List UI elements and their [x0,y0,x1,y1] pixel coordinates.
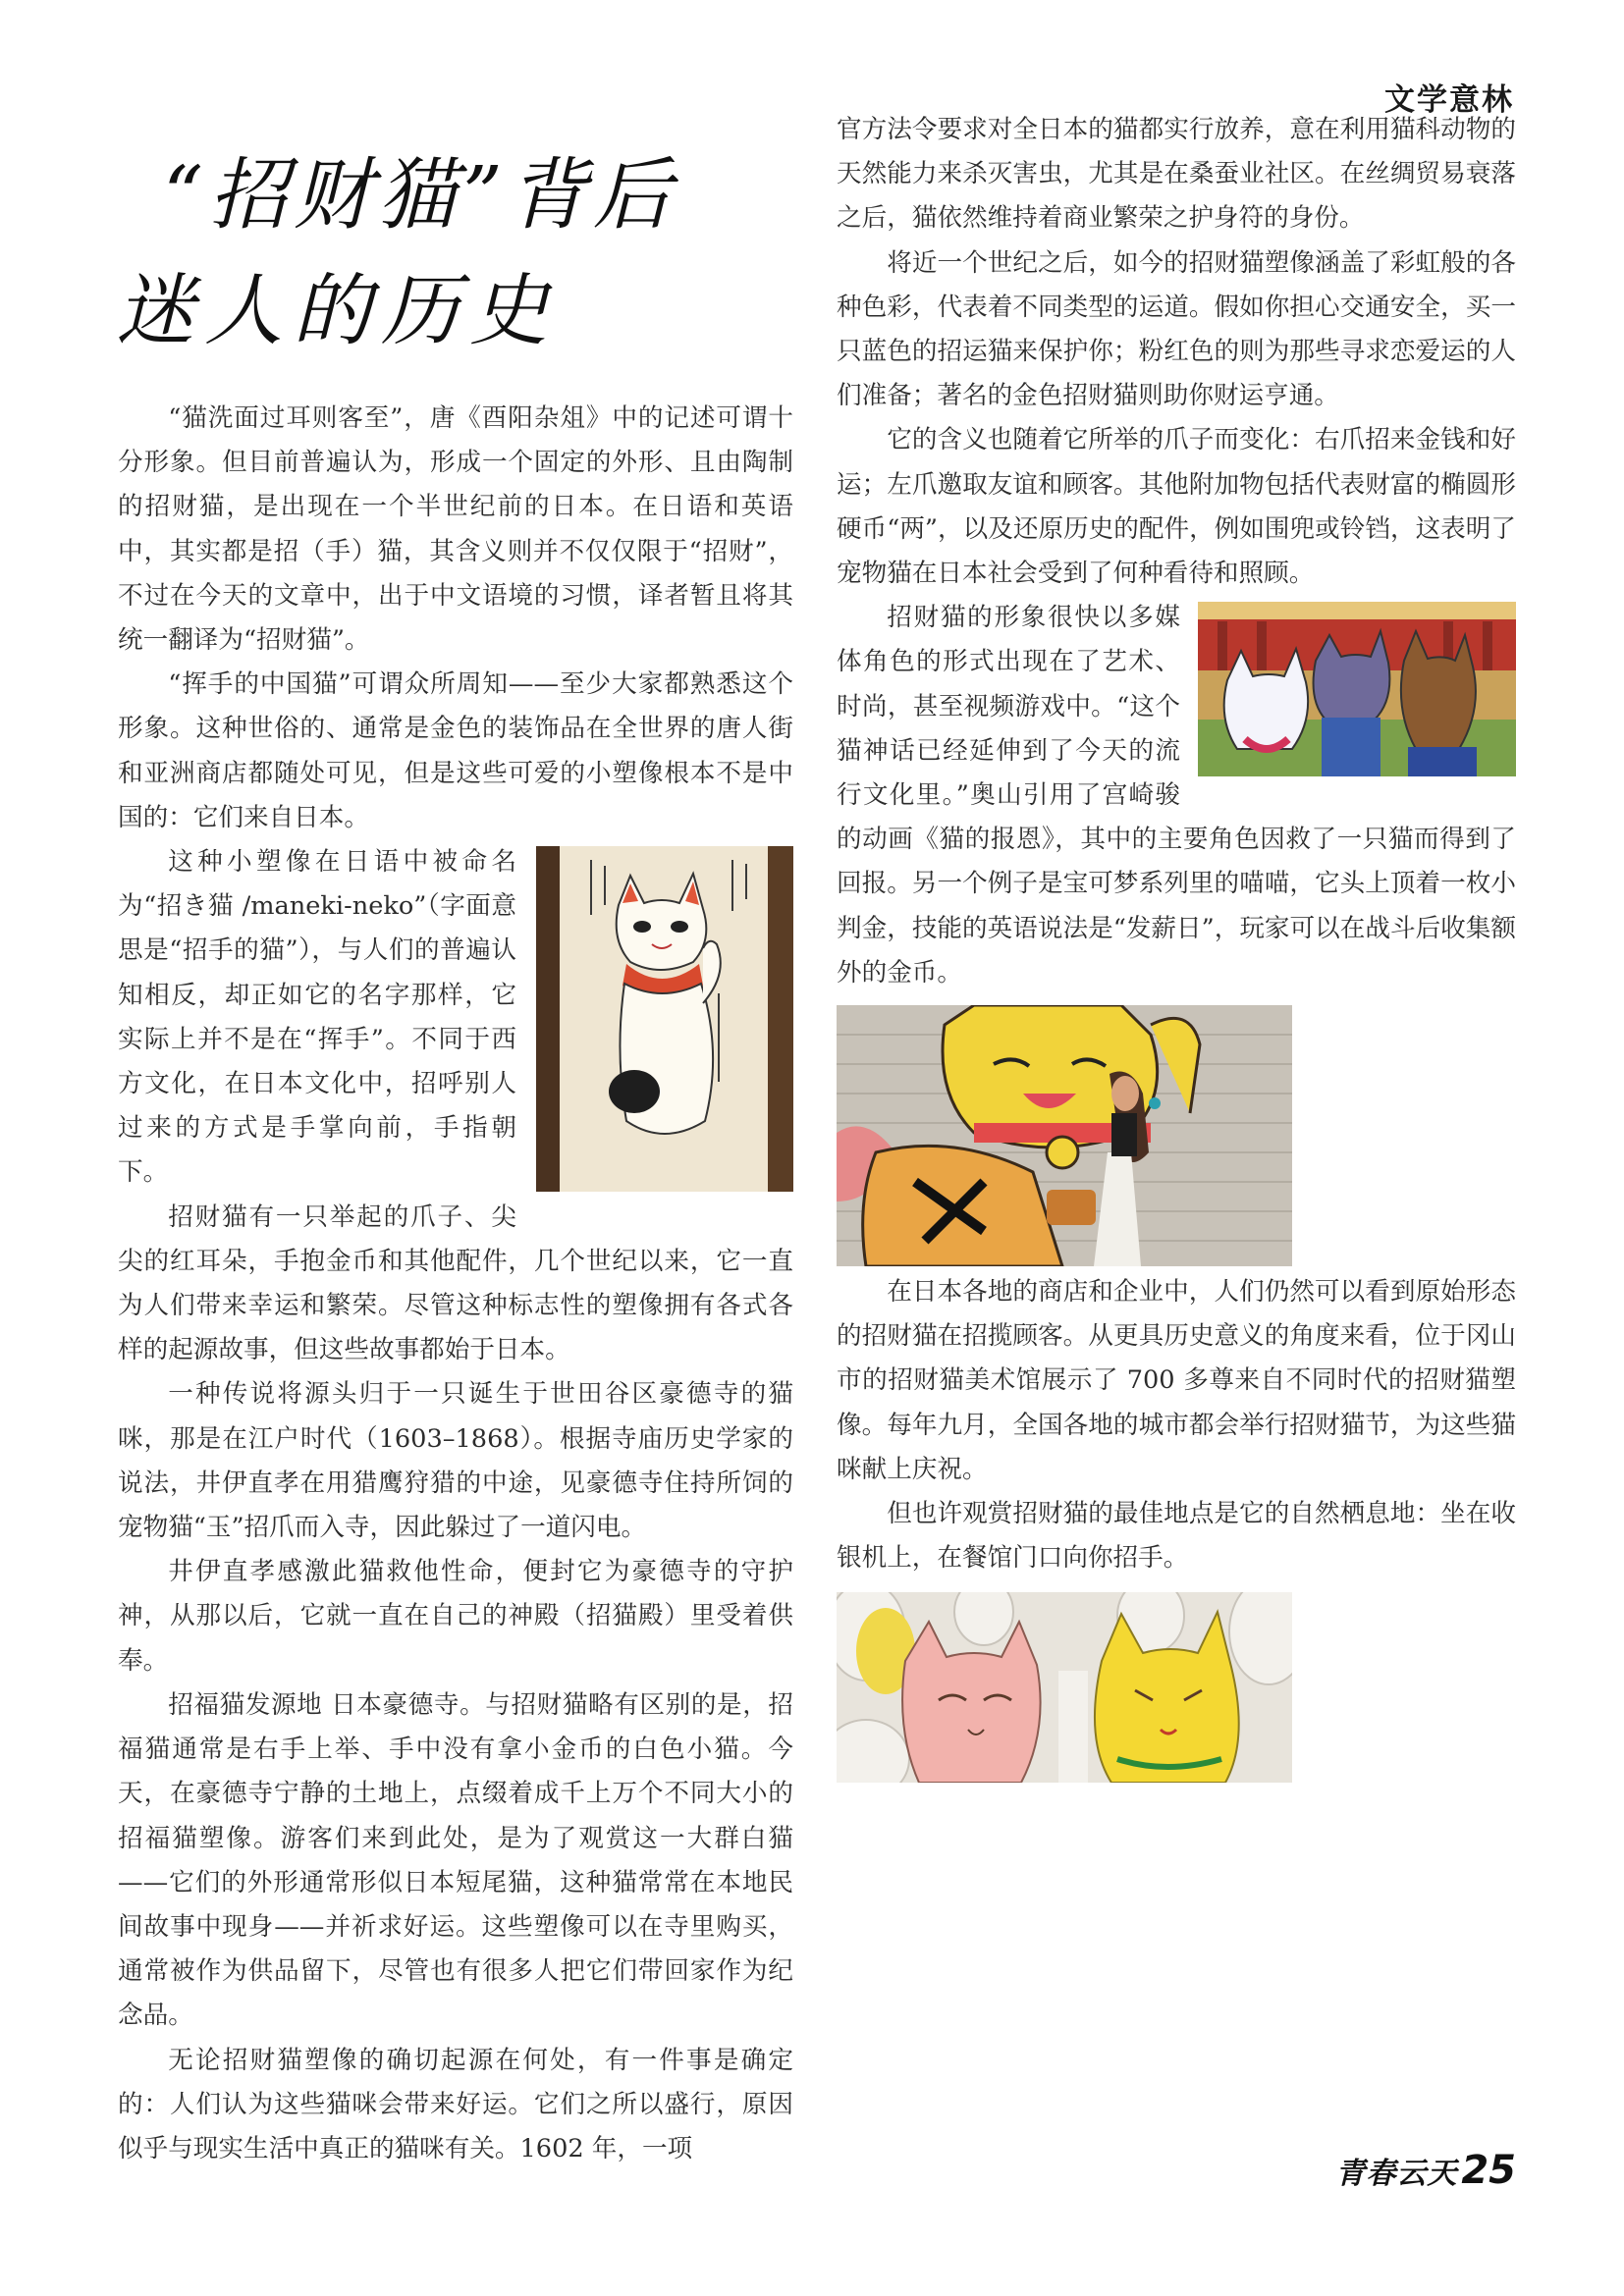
paragraph: 井伊直孝感激此猫救他性命，便封它为豪德寺的守护神，从那以后，它就一直在自己的神殿（招猫殿）里受着供奉。 [118,1557,793,1676]
page-footer [1335,2148,1516,2193]
title-line-1: “招财猫”背后 [163,149,677,240]
maneki-neko-scroll-illustration [536,846,793,1192]
paragraph: 将近一个世纪之后，如今的招财猫塑像涵盖了彩虹般的各种色彩，代表着不同类型的运道。假如你担心交通安全，买一只蓝色的招运猫来保护你；粉红色的则为那些寻求恋爱运的人们准备；著名的金色招财猫则助你财运亨通。 [837,247,1516,411]
figurines-photo-illustration [837,1592,1292,1783]
page-number: 25 [1461,2148,1516,2193]
mural-photo-illustration [837,1005,1292,1266]
right-column [837,108,1516,1783]
paragraph: 这种小塑像在日语中被命名为“招き猫 /maneki-neko”（字面意思是“招手的猫”），与人们的普遍认知相反，却正如它的名字那样，它实际上并不是在“挥手”。不同于西方文化，在日本文化中，招呼别人过来的方式是手掌向前，手指朝下。 [118,847,516,1188]
title-line-2: 迷人的历史 [116,265,558,356]
anime-still-illustration [1198,602,1516,776]
paragraph: 招财猫的形象很快以多媒体角色的形式出现在了艺术、时尚，甚至视频游戏中。“这个猫神话已经延伸到了今天的流行文化里。”奥山引用了宫崎骏的动画《猫的报恩》，其中的主要角色因救了一只猫而得到了回报。另一个例子是宝可梦系列里的喵喵，它头上顶着一枚小判金，技能的英语说法是“发薪日”，玩家可以在战斗后收集额外的金币。 [837,603,1516,988]
article-title [116,137,725,369]
paragraph: 但也许观赏招财猫的最佳地点是它的自然栖息地：坐在收银机上，在餐馆门口向你招手。 [837,1499,1516,1574]
magazine-name: 青春云天 [1335,2157,1458,2191]
paragraph: 无论招财猫塑像的确切起源在何处，有一件事是确定的：人们认为这些猫咪会带来好运。它们之所以盛行，原因似乎与现实生活中真正的猫咪有关。1602 年，一项 [118,2045,793,2163]
paragraph: “猫洗面过耳则客至”，唐《酉阳杂俎》中的记述可谓十分形象。但目前普遍认为，形成一个固定的外形、且由陶制的招财猫，是出现在一个半世纪前的日本。在日语和英语中，其实都是招（手）猫，其含义则并不仅仅限于“招财”，不过在今天的文章中，出于中文语境的习惯，译者暂且将其统一翻译为“招财猫”。 [118,403,793,656]
paragraph: 在日本各地的商店和企业中，人们仍然可以看到原始形态的招财猫在招揽顾客。从更具历史意义的角度来看，位于冈山市的招财猫美术馆展示了 700 多尊来自不同时代的招财猫塑像。每年九月，全国各地的城市都会举行招财猫节，为这些猫咪献上庆祝。 [837,1277,1516,1484]
paragraph: 官方法令要求对全日本的猫都实行放养，意在利用猫科动物的天然能力来杀灭害虫，尤其是在桑蚕业社区。在丝绸贸易衰落之后，猫依然维持着商业繁荣之护身符的身份。 [837,115,1516,234]
paragraph: 一种传说将源头归于一只诞生于世田谷区豪德寺的猫咪，那是在江户时代（1603–1868）。根据寺庙历史学家的说法，井伊直孝在用猎鹰狩猎的中途，见豪德寺住持所饲的宠物猫“玉”招爪而入寺，因此躲过了一道闪电。 [118,1379,793,1543]
maneki-neko-scroll-image [536,846,793,1192]
anime-cat-returns-image [1198,602,1516,776]
paragraph: “挥手的中国猫”可谓众所周知——至少大家都熟悉这个形象。这种世俗的、通常是金色的装饰品在全世界的唐人街和亚洲商店都随处可见，但是这些可爱的小塑像根本不是中国的：它们来自日本。 [118,669,793,832]
left-column [118,397,793,2171]
paragraph: 它的含义也随着它所举的爪子而变化：右爪招来金钱和好运；左爪邀取友谊和顾客。其他附加物包括代表财富的椭圆形硬币“两”，以及还原历史的配件，例如围兜或铃铛，这表明了宠物猫在日本社会受到了何种看待和照顾。 [837,425,1516,589]
section-label: 文学意林 [1384,82,1514,118]
paragraph: 招福猫发源地 日本豪德寺。与招财猫略有区别的是，招福猫通常是右手上举、手中没有拿小金币的白色小猫。今天，在豪德寺宁静的土地上，点缀着成千上万个不同大小的招福猫塑像。游客们来到此处，是为了观赏这一大群白猫——它们的外形通常形似日本短尾猫，这种猫常常在本地民间故事中现身——并祈求好运。这些塑像可以在寺里购买，通常被作为供品留下，尽管也有很多人把它们带回家作为纪念品。 [118,1689,793,2031]
paragraph: 招财猫有一只举起的爪子、尖尖的红耳朵，手抱金币和其他配件，几个世纪以来，它一直为人们带来幸运和繁荣。尽管这种标志性的塑像拥有各式各样的起源故事，但这些故事都始于日本。 [118,1201,793,1365]
street-mural-image [837,1005,1292,1266]
cat-figurines-image [837,1592,1292,1783]
